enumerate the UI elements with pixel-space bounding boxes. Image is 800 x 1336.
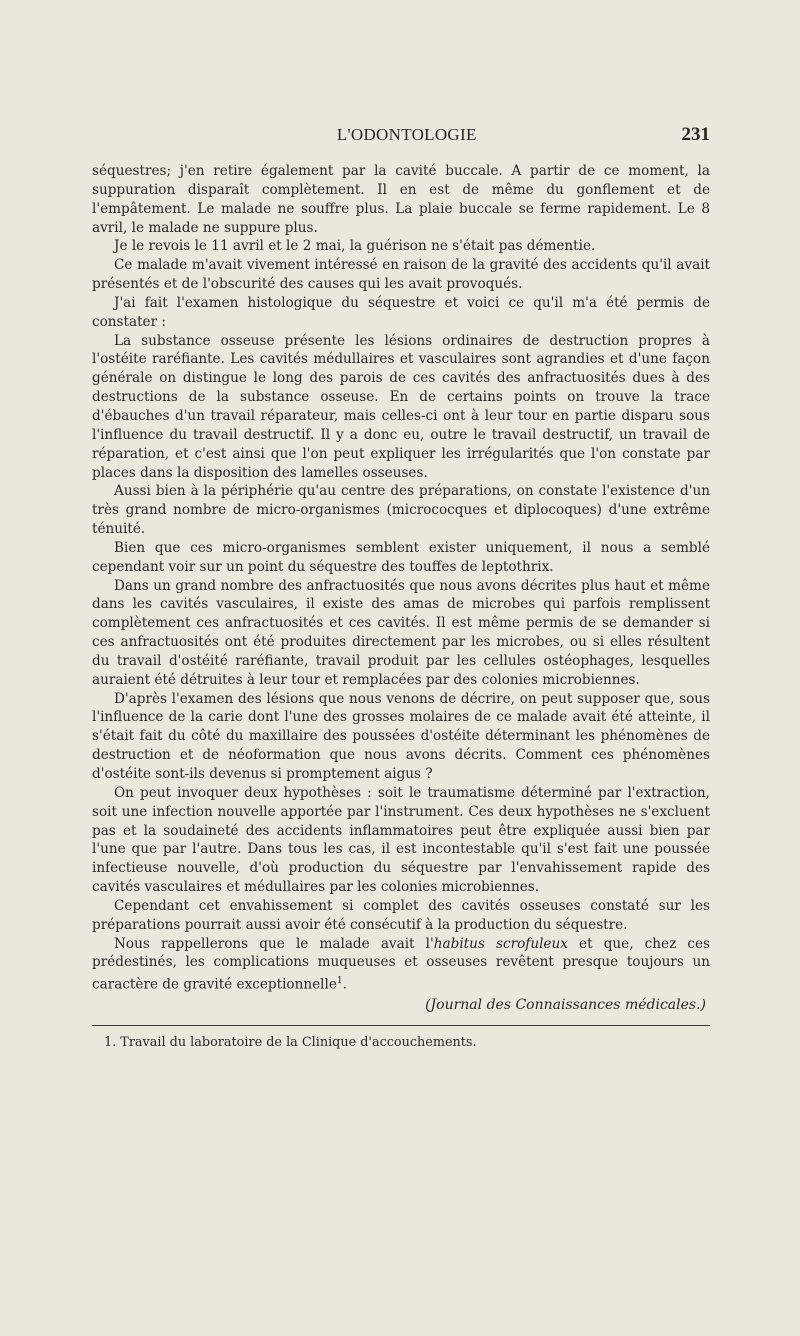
paragraph: Aussi bien à la périphérie qu'au centre des préparations, on constate l'existence d'un très grand nombre de micro-organismes (micrococques et diplocoques) d'une extrême ténuité. [92, 483, 710, 538]
paragraph: D'après l'examen des lésions que nous venons de décrire, on peut supposer que, sous l'influence de la carie dont l'une des grosses molaires de ce malade avait été atteinte, il s'était fait du côté du maxillaire des poussées d'ostéite déterminant les phénomènes de destruction et de néoformation que nous avons décrits. Comment ces phénomènes d'ostéite sont-ils devenus si promptement aigus ? [92, 690, 710, 782]
page-number: 231 [681, 124, 710, 145]
footnote: 1. Travail du laboratoire de la Clinique d'accouchements. [104, 1034, 477, 1050]
page-header [92, 124, 710, 158]
footnote-divider [92, 1025, 710, 1026]
paragraph: séquestres; j'en retire également par la cavité buccale. A partir de ce moment, la suppuration disparaît complètement. Il en est de même du gonflement et de l'empâtement. Le malade ne souffre plus. La plaie buccale se ferme rapidement. Le 8 avril, le malade ne suppure plus. [92, 163, 710, 236]
final-paragraph-rest: et que, chez ces prédestinés, les complications muqueuses et osseuses revêtent presque toujours un caractère de gravité exceptionnelle [92, 935, 711, 993]
paragraph: La substance osseuse présente les lésions ordinaires de destruction propres à l'ostéite raréfiante. Les cavités médullaires et vasculaires sont agrandies et d'une façon générale on distingue le long des parois de ces cavités des anfractuosités dues à des destructions de la substance osseuse. En de certains points on trouve la trace d'ébauches d'un travail réparateur, mais celles-ci ont à leur tour en partie disparu sous l'influence du travail destructif. Il y a donc eu, outre le travail destructif, un travail de réparation, et c'est ainsi que l'on peut expliquer les irrégularités que l'on constate par places dans la disposition des lamelles osseuses. [92, 332, 710, 481]
paragraph: Ce malade m'avait vivement intéressé en raison de la gravité des accidents qu'il avait présentés et de l'obscurité des causes qui les avait provoqués. [92, 257, 710, 293]
italic-phrase: habitus scrofuleux [433, 935, 568, 952]
paragraph: Dans un grand nombre des anfractuosités que nous avons décrites plus haut et même dans les cavités vasculaires, il existe des amas de microbes qui parfois remplissent complètement ces anfractuosités et ces cavités. Il est même permis de se demander si ces anfractuosités ont été produites directement par les microbes, ou si elles résultent du travail d'ostéité raréfiante, travail produit par les cellules ostéophages, lesquelles auraient été détruites à leur tour et remplacées par des colonies microbiennes. [92, 577, 710, 688]
final-paragraph-end: . [342, 976, 347, 993]
paragraph: Je le revois le 11 avril et le 2 mai, la guérison ne s'était pas démentie. [114, 238, 596, 255]
final-paragraph-start: Nous rappellerons que le malade avait l' [114, 935, 434, 952]
document-page [92, 124, 710, 1052]
final-paragraph [92, 935, 710, 995]
running-title: L'ODONTOLOGIE [336, 125, 477, 144]
paragraph: Cependant cet envahissement si complet des cavités osseuses constaté sur les préparations pourrait aussi avoir été consécutif à la production du séquestre. [92, 897, 710, 933]
source-citation: (Journal des Connaissances médicales.) [425, 996, 706, 1013]
paragraph: Bien que ces micro-organismes semblent exister uniquement, il nous a semblé cependant voir sur un point du séquestre des touffes de leptothrix. [92, 539, 710, 575]
body-text [92, 162, 710, 995]
paragraph: On peut invoquer deux hypothèses : soit le traumatisme déterminé par l'extraction, soit une infection nouvelle apportée par l'instrument. Ces deux hypothèses ne s'excluent pas et la soudaineté des accidents inflammatoires peut être expliquée aussi bien par l'une que par l'autre. Dans tous les cas, il est incontestable qu'il s'est fait une poussée infectieuse nouvelle, d'où production du séquestre par l'envahissement rapide des cavités vasculaires et médullaires par les colonies microbiennes. [92, 784, 710, 896]
footnote-reference[interactable]: 1 [336, 976, 343, 987]
paragraph: J'ai fait l'examen histologique du séquestre et voici ce qu'il m'a été permis de constater : [92, 294, 710, 330]
